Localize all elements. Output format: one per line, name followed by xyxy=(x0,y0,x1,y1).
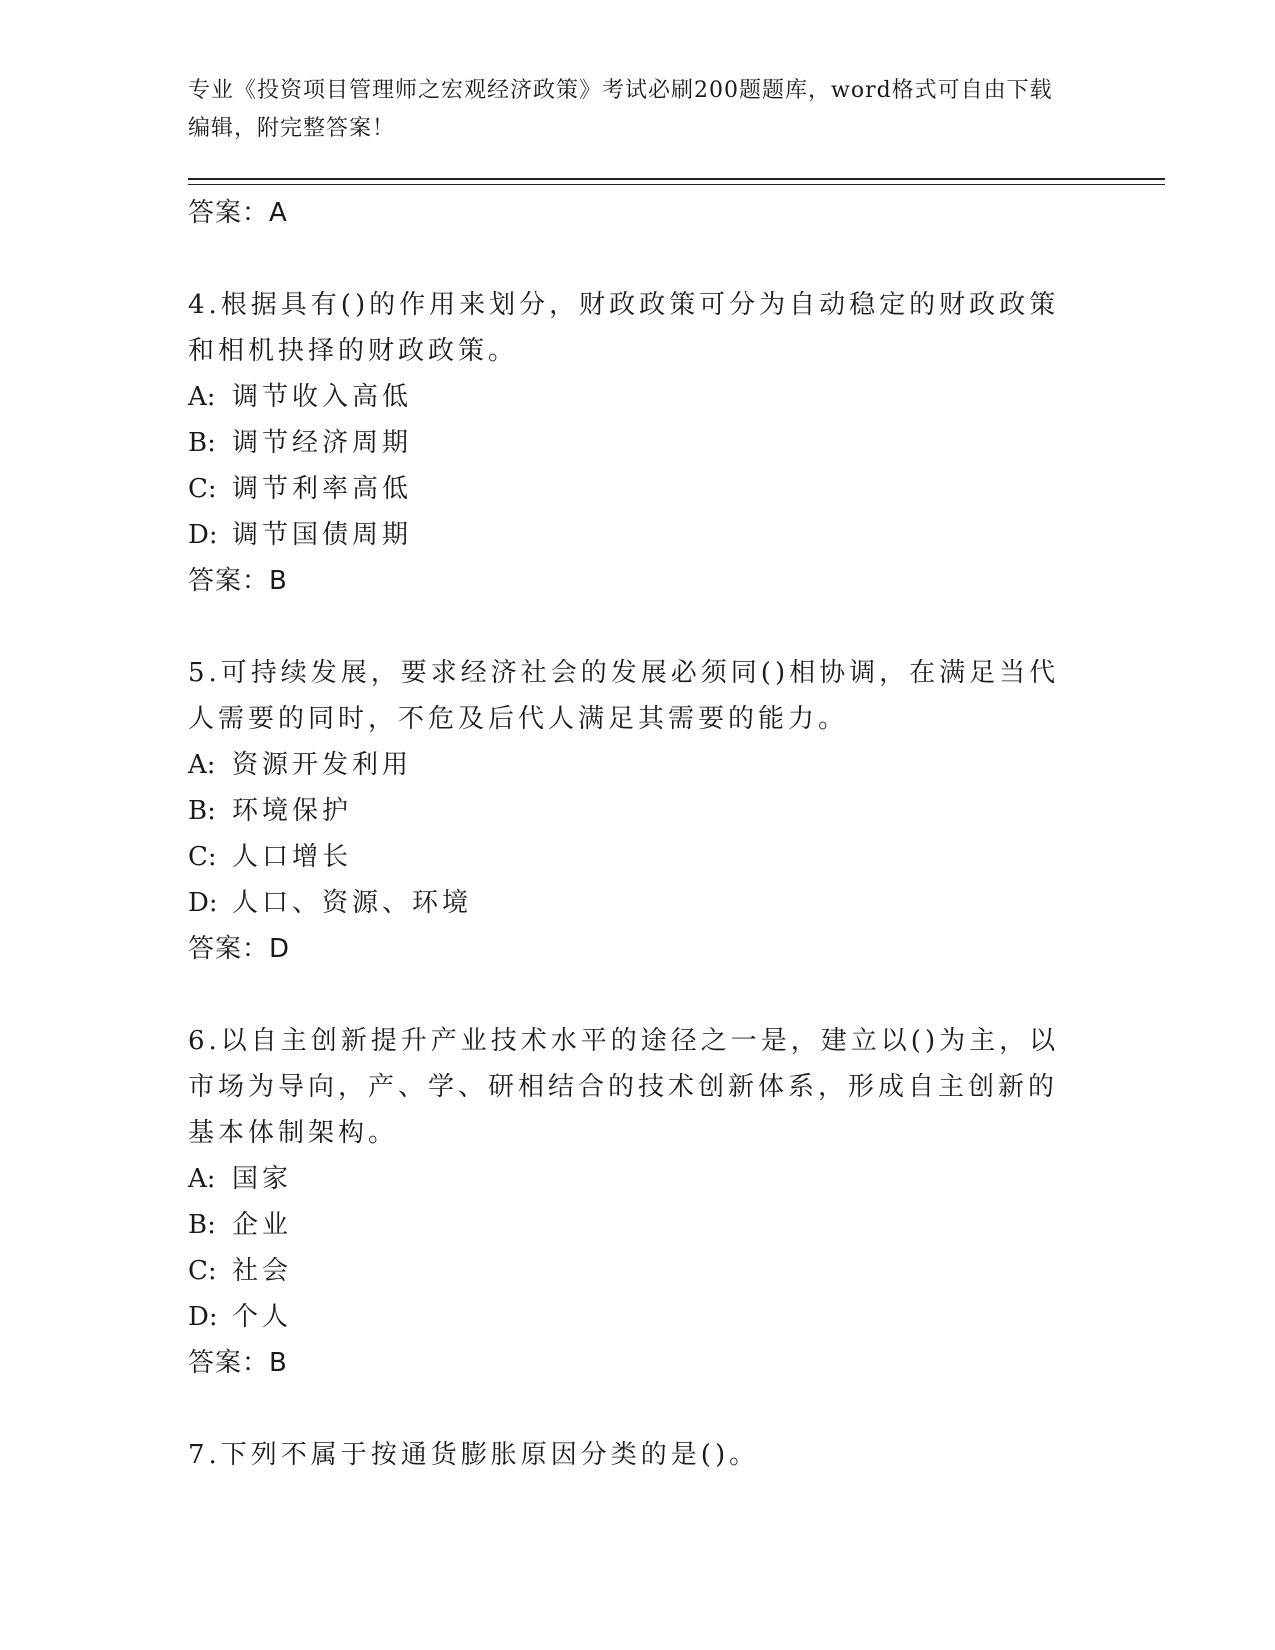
question-text: 6.以自主创新提升产业技术水平的途径之一是，建立以()为主，以市场为导向，产、学、研相结合的技术创新体系，形成自主创新的基本体制架构。 xyxy=(188,1026,1060,1148)
option-text: 调节经济周期 xyxy=(232,428,413,458)
answer-line: 答案：D xyxy=(188,934,291,964)
header-rule-thin xyxy=(188,184,1165,185)
question-text: 5.可持续发展，要求经济社会的发展必须同()相协调，在满足当代人需要的同时，不危及后代人满足其需要的能力。 xyxy=(188,658,1060,734)
option-text: 国家 xyxy=(232,1164,293,1194)
option-a xyxy=(188,1156,1068,1202)
option-text: 调节国债周期 xyxy=(232,520,413,550)
option-letter: D: xyxy=(188,1302,218,1332)
option-letter: B: xyxy=(188,1210,216,1240)
option-d xyxy=(188,880,1068,926)
option-letter: C: xyxy=(188,1256,217,1286)
option-letter: D: xyxy=(188,520,218,550)
option-d xyxy=(188,1294,1068,1340)
option-letter: D: xyxy=(188,888,218,918)
option-a xyxy=(188,742,1068,788)
option-a xyxy=(188,374,1068,420)
option-letter: B: xyxy=(188,428,216,458)
option-letter: C: xyxy=(188,842,217,872)
option-text: 企业 xyxy=(232,1210,293,1240)
document-intro: 专业《投资项目管理师之宏观经济政策》考试必刷200题题库，word格式可自由下载编辑，附完整答案！ xyxy=(188,78,1053,141)
option-text: 调节收入高低 xyxy=(232,382,413,412)
question-list xyxy=(188,190,1068,1478)
option-text: 调节利率高低 xyxy=(232,474,413,504)
option-text: 资源开发利用 xyxy=(232,750,413,780)
question-text: 4.根据具有()的作用来划分，财政政策可分为自动稳定的财政政策和相机抉择的财政政策。 xyxy=(188,290,1060,366)
option-c xyxy=(188,834,1068,880)
header-rule-thick xyxy=(188,178,1165,180)
option-b xyxy=(188,788,1068,834)
answer-line: 答案：A xyxy=(188,198,288,228)
option-text: 人口、资源、环境 xyxy=(232,888,473,918)
option-letter: A: xyxy=(188,750,216,780)
option-text: 人口增长 xyxy=(232,842,353,872)
option-text: 环境保护 xyxy=(232,796,353,826)
option-b xyxy=(188,1202,1068,1248)
option-c xyxy=(188,466,1068,512)
option-text: 个人 xyxy=(232,1302,293,1332)
answer-line: 答案：B xyxy=(188,1348,288,1378)
option-letter: A: xyxy=(188,382,216,412)
option-text: 社会 xyxy=(232,1256,293,1286)
option-letter: B: xyxy=(188,796,216,826)
option-d xyxy=(188,512,1068,558)
answer-line: 答案：B xyxy=(188,566,288,596)
option-letter: A: xyxy=(188,1164,216,1194)
question-text: 7.下列不属于按通货膨胀原因分类的是()。 xyxy=(188,1440,760,1470)
option-b xyxy=(188,420,1068,466)
option-letter: C: xyxy=(188,474,217,504)
option-c xyxy=(188,1248,1068,1294)
